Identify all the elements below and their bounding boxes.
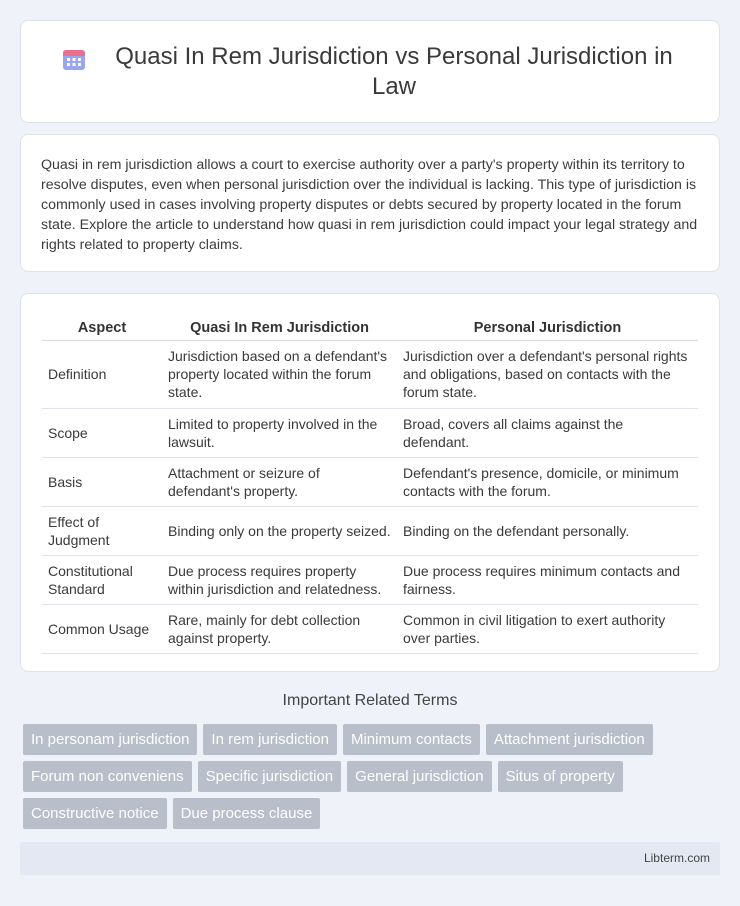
aspect-cell: Effect of Judgment [42,506,162,555]
personal-cell: Defendant's presence, domicile, or minimum contacts with the forum. [397,457,698,506]
personal-cell: Due process requires minimum contacts and fairness. [397,555,698,604]
related-term-tag[interactable]: Minimum contacts [343,724,480,755]
intro-card [20,134,720,272]
related-term-tag[interactable]: General jurisdiction [347,761,491,792]
personal-cell: Jurisdiction over a defendant's personal rights and obligations, based on contacts with the forum state. [397,340,698,408]
aspect-cell: Constitutional Standard [42,555,162,604]
intro-paragraph: Quasi in rem jurisdiction allows a court to exercise authority over a party's property within its territory to resolve disputes, even when personal jurisdiction over the individual is lacking. This type of jurisdiction is commonly used in cases involving property disputes or debts secured by property located in the forum state. Explore the article to understand how quasi in rem jurisdiction could impact your legal strategy and rights related to property claims. [41,157,698,253]
quasi-in-rem-cell: Attachment or seizure of defendant's property. [162,457,397,506]
personal-cell: Common in civil litigation to exert authority over parties. [397,604,698,653]
header-quasi-in-rem: Quasi In Rem Jurisdiction [162,314,397,340]
aspect-cell: Common Usage [42,604,162,653]
quasi-in-rem-cell: Jurisdiction based on a defendant's property located within the forum state. [162,340,397,408]
personal-cell: Binding on the defendant personally. [397,506,698,555]
table-row [42,408,698,457]
aspect-cell: Basis [42,457,162,506]
comparison-card [20,293,720,672]
header-personal: Personal Jurisdiction [397,314,698,340]
related-term-tag[interactable]: Forum non conveniens [23,761,192,792]
table-header-row [42,314,698,340]
comparison-table [42,314,698,654]
personal-cell: Broad, covers all claims against the defendant. [397,408,698,457]
related-terms-list [23,724,723,835]
title-wrap [61,42,679,102]
quasi-in-rem-cell: Due process requires property within jurisdiction and relatedness. [162,555,397,604]
aspect-cell: Definition [42,340,162,408]
table-row [42,457,698,506]
aspect-cell: Scope [42,408,162,457]
table-row [42,506,698,555]
footer-site-link[interactable]: Libterm.com [643,851,710,865]
related-term-tag[interactable]: In personam jurisdiction [23,724,197,755]
related-term-tag[interactable]: Constructive notice [23,798,167,829]
related-term-tag[interactable]: Situs of property [498,761,623,792]
related-term-tag[interactable]: Attachment jurisdiction [486,724,653,755]
header-aspect: Aspect [42,314,162,340]
page-title: Quasi In Rem Jurisdiction vs Personal Jurisdiction in Law [115,42,673,100]
calendar-grid-icon [61,46,87,72]
related-terms-heading: Important Related Terms [282,692,458,709]
related-term-tag[interactable]: In rem jurisdiction [203,724,337,755]
table-row [42,604,698,653]
table-row [42,340,698,408]
title-card [20,20,720,123]
table-row [42,555,698,604]
related-term-tag[interactable]: Specific jurisdiction [198,761,342,792]
related-term-tag[interactable]: Due process clause [173,798,321,829]
quasi-in-rem-cell: Limited to property involved in the lawsuit. [162,408,397,457]
quasi-in-rem-cell: Rare, mainly for debt collection against property. [162,604,397,653]
footer [20,842,720,875]
quasi-in-rem-cell: Binding only on the property seized. [162,506,397,555]
